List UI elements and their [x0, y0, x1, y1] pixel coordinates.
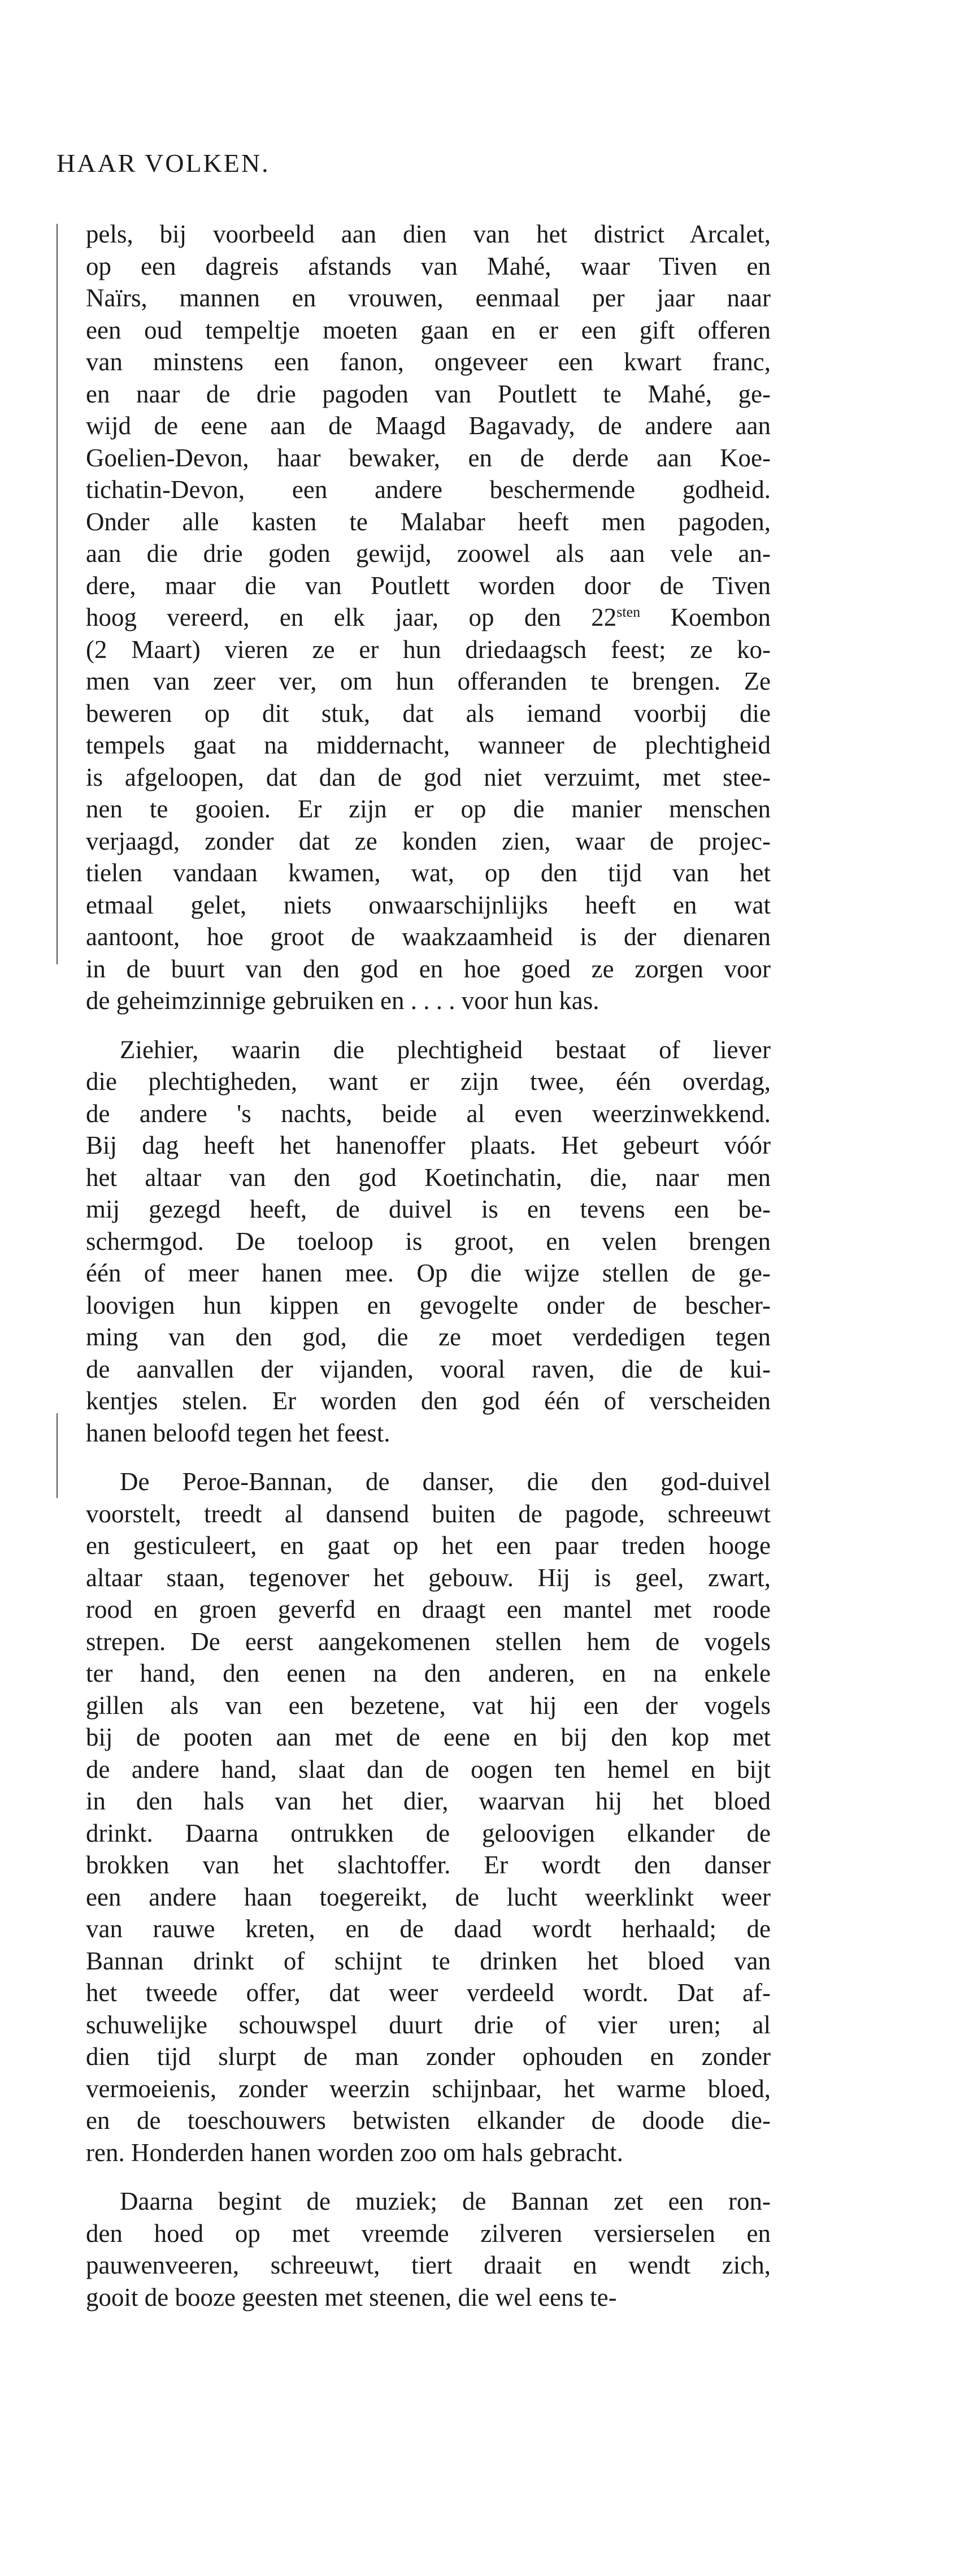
- text-line: en gesticuleert, en gaat op het een paar treden hooge: [86, 1531, 771, 1560]
- text-line: de andere 's nachts, beide al even weerzinwekkend.: [86, 1099, 771, 1128]
- text-line: De Peroe-Bannan, de danser, die den god-duivel: [120, 1467, 771, 1496]
- text-line: voorstelt, treedt al dansend buiten de pagode, schreeuwt: [86, 1499, 771, 1528]
- text-line: aan die drie goden gewijd, zoowel als aan vele an-: [86, 539, 771, 568]
- text-line: schuwelijke schouwspel duurt drie of vier uren; al: [86, 2010, 771, 2039]
- text-line: rood en groen geverfd en draagt een mantel met roode: [86, 1595, 771, 1623]
- text-line: vermoeienis, zonder weerzin schijnbaar, het warme bloed,: [86, 2074, 771, 2103]
- text-line: hanen beloofd tegen het feest.: [86, 1418, 390, 1447]
- text-line: gooit de booze geesten met steenen, die wel eens te-: [86, 2283, 617, 2311]
- text-line: brokken van het slachtoffer. Er wordt den danser: [86, 1851, 771, 1879]
- paragraph: [86, 2185, 771, 2313]
- paragraph-gap: [86, 2168, 771, 2185]
- text-line: Bannan drinkt of schijnt te drinken het bloed van: [86, 1946, 771, 1975]
- text-line: ren. Honderden hanen worden zoo om hals gebracht.: [86, 2138, 623, 2167]
- paragraph: [86, 218, 771, 1017]
- text-line: Naïrs, mannen en vrouwen, eenmaal per jaar naar: [86, 284, 771, 312]
- text-line: van minstens een fanon, ongeveer een kwart franc,: [86, 348, 771, 376]
- paragraph: [86, 1034, 771, 1449]
- superscript-tail: Koembon: [640, 603, 771, 631]
- text-line: het tweede offer, dat weer verdeeld wordt. Dat af-: [86, 1978, 771, 2007]
- text-line: pels, bij voorbeeld aan dien van het district Arcalet,: [86, 220, 771, 248]
- text-line: nen te gooien. Er zijn er op die manier menschen: [86, 795, 771, 823]
- margin-rule-top: [57, 224, 58, 964]
- text-line: in de buurt van den god en hoe goed ze zorgen voor: [86, 954, 771, 983]
- text-line: een oud tempeltje moeten gaan en er een gift offeren: [86, 315, 771, 344]
- text-line: strepen. De eerst aangekomenen stellen hem de vogels: [86, 1627, 771, 1656]
- text-line: de aanvallen der vijanden, vooral raven, die de kui-: [86, 1354, 771, 1383]
- text-line: altaar staan, tegenover het gebouw. Hij is geel, zwart,: [86, 1563, 771, 1592]
- text-line: dere, maar die van Poutlett worden door de Tiven: [86, 571, 771, 600]
- text-line: tielen vandaan kwamen, wat, op den tijd van het: [86, 859, 771, 887]
- text-line: mij gezegd heeft, de duivel is en tevens een be-: [86, 1195, 771, 1223]
- text-line: bij de pooten aan met de eene en bij den kop met: [86, 1723, 771, 1751]
- text-line: van rauwe kreten, en de daad wordt herhaald; de: [86, 1915, 771, 1943]
- text-line: (2 Maart) vieren ze er hun driedaagsch feest; ze ko-: [86, 635, 771, 664]
- paragraph-gap: [86, 1017, 771, 1034]
- text-line: in den hals van het dier, waarvan hij het bloed: [86, 1787, 771, 1815]
- text-line: Goelien-Devon, haar bewaker, en de derde aan Koe-: [86, 443, 771, 472]
- text-line: beweren op dit stuk, dat als iemand voorbij die: [86, 699, 771, 728]
- text-line: dien tijd slurpt de man zonder ophouden en zonder: [86, 2042, 771, 2071]
- text-line: kentjes stelen. Er worden den god één of verscheiden: [86, 1387, 771, 1415]
- text-line: tempels gaat na middernacht, wanneer de plechtigheid: [86, 731, 771, 759]
- text-line: en de toeschouwers betwisten elkander de doode die-: [86, 2106, 771, 2135]
- paragraph: [86, 1466, 771, 2168]
- text-line: drinkt. Daarna ontrukken de geloovigen elkander de: [86, 1819, 771, 1847]
- text-line: Ziehier, waarin die plechtigheid bestaat of liever: [120, 1035, 771, 1064]
- text-line: loovigen hun kippen en gevogelte onder de bescher-: [86, 1291, 771, 1319]
- running-head: HAAR VOLKEN.: [57, 149, 270, 177]
- text-line: etmaal gelet, niets onwaarschijnlijks heeft en wat: [86, 890, 771, 919]
- text-line: gillen als van een bezetene, vat hij een der vogels: [86, 1691, 771, 1720]
- paragraph-gap: [86, 1449, 771, 1466]
- text-line: ter hand, den eenen na den anderen, en na enkele: [86, 1659, 771, 1687]
- superscript: sten: [616, 604, 641, 620]
- text-line: wijd de eene aan de Maagd Bagavady, de andere aan: [86, 412, 771, 440]
- text-line: de andere hand, slaat dan de oogen ten hemel en bijt: [86, 1755, 771, 1783]
- text-line: den hoed op met vreemde zilveren versierselen en: [86, 2219, 771, 2248]
- text-line: Onder alle kasten te Malabar heeft men pagoden,: [86, 507, 771, 536]
- text-line: schermgod. De toeloop is groot, en velen brengen: [86, 1227, 771, 1255]
- text-line: Bij dag heeft het hanenoffer plaats. Het gebeurt vóór: [86, 1131, 771, 1159]
- text-line: hoog vereerd, en elk jaar, op den $22^{sten}$ Koembon: [86, 603, 771, 631]
- text-line: tichatin-Devon, een andere beschermende godheid.: [86, 475, 771, 504]
- text-line: en naar de drie pagoden van Poutlett te Mahé, ge-: [86, 379, 771, 408]
- text-line: het altaar van den god Koetinchatin, die, naar men: [86, 1163, 771, 1192]
- text-line: men van zeer ver, om hun offeranden te brengen. Ze: [86, 667, 771, 695]
- text-line: ming van den god, die ze moet verdedigen tegen: [86, 1323, 771, 1351]
- text-line: Daarna begint de muziek; de Bannan zet een ron-: [120, 2187, 771, 2215]
- text-line: één of meer hanen mee. Op die wijze stellen de ge-: [86, 1259, 771, 1287]
- text-line: een andere haan toegereikt, de lucht weerklinkt weer: [86, 1882, 771, 1911]
- margin-rule-bottom: [57, 1413, 58, 1498]
- text-line: pauwenveeren, schreeuwt, tiert draait en wendt zich,: [86, 2251, 771, 2279]
- text-line: de geheimzinnige gebruiken en . . . . voor hun kas.: [86, 986, 599, 1015]
- text-line: op een dagreis afstands van Mahé, waar Tiven en: [86, 252, 771, 280]
- text-line: die plechtigheden, want er zijn twee, één overdag,: [86, 1067, 771, 1096]
- body-text: [86, 218, 771, 2313]
- text-line: is afgeloopen, dat dan de god niet verzuimt, met stee-: [86, 763, 771, 791]
- text-line: aantoont, hoe groot de waakzaamheid is der dienaren: [86, 923, 771, 951]
- text-line: verjaagd, zonder dat ze konden zien, waar de projec-: [86, 826, 771, 855]
